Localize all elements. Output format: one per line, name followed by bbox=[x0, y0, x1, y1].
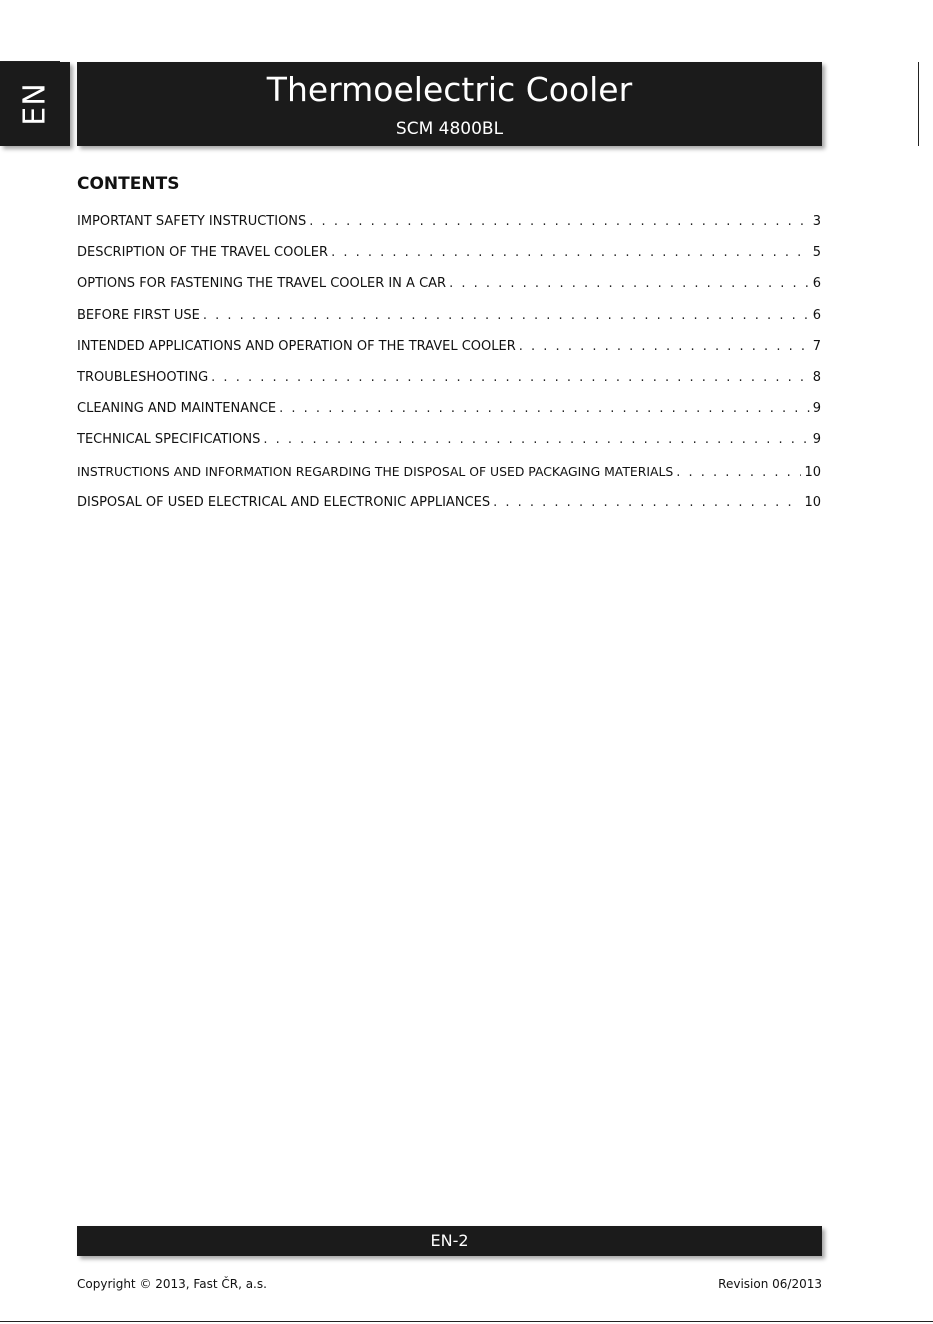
crop-mark-bottom bbox=[0, 1321, 933, 1322]
copyright-notice: Copyright © 2013, Fast ČR, a.s. bbox=[77, 1277, 267, 1291]
toc-entry-page: 8 bbox=[812, 369, 821, 385]
language-tab-label: EN bbox=[17, 82, 53, 126]
toc-entry-title: DESCRIPTION OF THE TRAVEL COOLER bbox=[77, 245, 329, 261]
toc-entry-title: IMPORTANT SAFETY INSTRUCTIONS bbox=[77, 214, 307, 229]
toc-entry-title: INSTRUCTIONS AND INFORMATION REGARDING THE DISPOSAL OF USED PACKAGING MATERIALS bbox=[77, 463, 674, 479]
toc-entry-page: 9 bbox=[812, 432, 821, 448]
page-number-bar bbox=[77, 1226, 822, 1256]
toc-leader-dots bbox=[203, 308, 810, 323]
table-of-contents bbox=[77, 214, 821, 526]
toc-leader-dots bbox=[309, 214, 809, 229]
toc-entry-title: TECHNICAL SPECIFICATIONS bbox=[77, 432, 261, 448]
toc-entry[interactable] bbox=[77, 432, 821, 463]
toc-entry[interactable] bbox=[77, 276, 821, 307]
contents-heading: CONTENTS bbox=[77, 174, 180, 194]
toc-leader-dots bbox=[493, 495, 801, 510]
model-number: SCM 4800BL bbox=[395, 119, 504, 139]
toc-entry-page: 6 bbox=[812, 307, 821, 323]
toc-entry-page: 9 bbox=[812, 401, 821, 417]
toc-entry-title: CLEANING AND MAINTENANCE bbox=[77, 401, 277, 417]
document-title: Thermoelectric Cooler bbox=[266, 70, 633, 109]
toc-entry-page: 10 bbox=[804, 494, 821, 510]
toc-entry[interactable] bbox=[77, 245, 821, 276]
toc-leader-dots bbox=[279, 401, 810, 416]
crop-mark-top-right bbox=[918, 62, 919, 146]
language-tab bbox=[0, 62, 70, 146]
page-number: EN-2 bbox=[430, 1231, 469, 1250]
toc-entry-title: INTENDED APPLICATIONS AND OPERATION OF THE TRAVEL COOLER bbox=[77, 338, 516, 354]
toc-entry-page: 7 bbox=[812, 338, 821, 354]
revision-label: Revision 06/2013 bbox=[718, 1277, 822, 1291]
toc-leader-dots bbox=[331, 245, 810, 260]
toc-entry[interactable] bbox=[77, 339, 821, 370]
toc-leader-dots bbox=[519, 339, 810, 354]
toc-entry[interactable] bbox=[77, 370, 821, 401]
toc-entry[interactable] bbox=[77, 308, 821, 339]
toc-entry[interactable] bbox=[77, 401, 821, 432]
toc-entry[interactable] bbox=[77, 464, 821, 495]
toc-entry-page: 3 bbox=[812, 214, 821, 229]
toc-leader-dots bbox=[211, 370, 810, 385]
toc-entry-page: 5 bbox=[812, 245, 821, 261]
toc-leader-dots bbox=[263, 432, 809, 447]
toc-entry-title: OPTIONS FOR FASTENING THE TRAVEL COOLER IN A CAR bbox=[77, 276, 447, 292]
toc-entry[interactable] bbox=[77, 214, 821, 245]
toc-entry-page: 10 bbox=[804, 464, 821, 480]
toc-leader-dots bbox=[449, 276, 810, 291]
toc-entry[interactable] bbox=[77, 495, 821, 526]
toc-entry-title: BEFORE FIRST USE bbox=[77, 307, 200, 323]
toc-entry-title: TROUBLESHOOTING bbox=[77, 369, 209, 385]
toc-entry-title: DISPOSAL OF USED ELECTRICAL AND ELECTRONIC APPLIANCES bbox=[77, 494, 491, 510]
toc-entry-page: 6 bbox=[812, 276, 821, 292]
toc-leader-dots bbox=[676, 465, 801, 480]
title-bar bbox=[77, 62, 822, 146]
